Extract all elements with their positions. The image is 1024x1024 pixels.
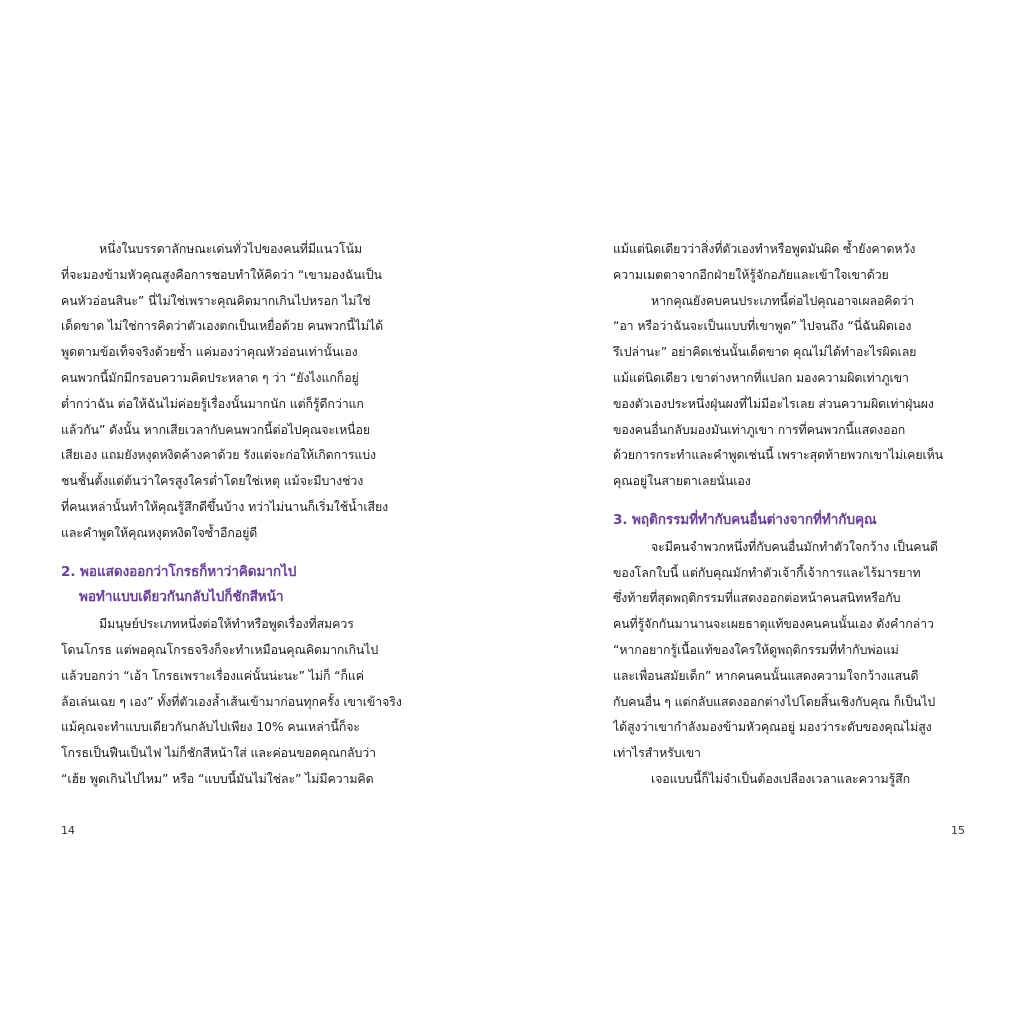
text-line: โดนโกรธ แต่พอคุณโกรธจริงก็จะทำเหมือนคุณคิดมากเกินไป xyxy=(61,641,379,657)
text-line: เท่าไรสำหรับเขา xyxy=(613,745,701,761)
section-heading-3 xyxy=(613,508,965,534)
page-number-right: 15 xyxy=(951,824,965,837)
text-line: ความเมตตาจากอีกฝ่ายให้รู้จักอภัยและเข้าใจเขาด้วย xyxy=(613,266,889,282)
text-line: คนที่รู้จักกันมานานจะเผยธาตุแท้ของคนคนนั้นเอง ดังคำกล่าว xyxy=(613,616,934,632)
text-line: ของคนอื่นกลับมองมันเท่าภูเขา การที่คนพวกนี้แสดงออก xyxy=(613,421,906,437)
right-paragraph-1 xyxy=(613,236,965,288)
text-line: มีมนุษย์ประเภทหนึ่งต่อให้ทำหรือพูดเรื่องที่สมควร xyxy=(99,616,354,632)
text-line: “อา หรือว่าฉันจะเป็นแบบที่เขาพูด” ไปจนถึง “นี่ฉันผิดเอง xyxy=(613,318,912,334)
text-line: แม้คุณจะทำแบบเดียวกันกลับไปเพียง 10% คนเหล่านี้ก็จะ xyxy=(61,719,360,735)
text-line: แล้วกัน” ดังนั้น หากเสียเวลากับคนพวกนี้ต่อไปคุณจะเหนื่อย xyxy=(61,421,371,437)
text-line: แม้แต่นิดเดียวว่าสิ่งที่ตัวเองทำหรือพูดมันผิด ซ้ำยังคาดหวัง xyxy=(613,241,916,256)
text-line: เสียเอง แถมยังหงุดหงิดค้างคาด้วย รังแต่จะก่อให้เกิดการแบ่ง xyxy=(61,447,376,463)
text-line: หนึ่งในบรรดาลักษณะเด่นทั่วไปของคนที่มีแนวโน้ม xyxy=(99,241,363,256)
section-heading-2 xyxy=(61,560,413,612)
text-line: รึเปล่านะ” อย่าคิดเช่นนั้นเด็ดขาด คุณไม่ได้ทำอะไรผิดเลย xyxy=(613,344,917,360)
text-line: ต่ำกว่าฉัน ต่อให้ฉันไม่ค่อยรู้เรื่องนั้นมากนัก แต่ก็รู้ดีกว่าแก xyxy=(61,395,364,411)
right-paragraph-3 xyxy=(613,534,965,766)
left-page xyxy=(61,236,413,792)
text-line: ด้วยการกระทำและคำพูดเช่นนี้ เพราะสุดท้ายพวกเขาไม่เคยเห็น xyxy=(613,447,944,463)
text-line: ได้สูงว่าเขากำลังมองข้ามหัวคุณอยู่ มองว่าระดับของคุณไม่สูง xyxy=(613,719,932,735)
text-line: เจอแบบนี้ก็ไม่จำเป็นต้องเปลืองเวลาและความรู้สึก xyxy=(651,770,911,786)
heading-line: พอทำแบบเดียวกันกลับไปก็ชักสีหน้า xyxy=(79,589,284,606)
text-line: หากคุณยังคบคนประเภทนี้ต่อไปคุณอาจเผลอคิดว่า xyxy=(651,292,915,308)
text-line: แล้วบอกว่า “เอ้า โกรธเพราะเรื่องแค่นั้นน่ะนะ” ไม่ก็ “ก็แค่ xyxy=(61,667,364,683)
text-line: ที่คนเหล่านั้นทำให้คุณรู้สึกดีขึ้นบ้าง ทว่าไม่นานก็เริ่มใช้น้ำเสียง xyxy=(61,498,389,514)
text-line: แม้แต่นิดเดียว เขาต่างหากที่แปลก มองความผิดเท่าภูเขา xyxy=(613,369,909,385)
text-line: คนพวกนี้มักมีกรอบความคิดประหลาด ๆ ว่า “ยังไงแกก็อยู่ xyxy=(61,369,359,385)
text-line: ล้อเล่นเฉย ๆ เอง” ทั้งที่ตัวเองล้ำเส้นเข้ามาก่อนทุกครั้ง เขาเข้าจริง xyxy=(61,693,402,709)
page-number-left: 14 xyxy=(61,824,75,837)
text-line: ซึ่งท้ายที่สุดพฤติกรรมที่แสดงออกต่อหน้าคนสนิทหรือกับ xyxy=(613,590,901,606)
heading-line: 2. พอแสดงออกว่าโกรธก็หาว่าคิดมากไป xyxy=(61,563,297,580)
text-line: “หากอยากรู้เนื้อแท้ของใครให้ดูพฤติกรรมที่ทำกับพ่อแม่ xyxy=(613,641,899,657)
text-line: เด็ดขาด ไม่ใช่การคิดว่าตัวเองตกเป็นเหยื่อด้วย คนพวกนี้ไม่ได้ xyxy=(61,318,384,334)
heading-line: 3. พฤติกรรมที่ทำกับคนอื่นต่างจากที่ทำกับคุณ xyxy=(613,511,877,528)
text-line: ของตัวเองประหนึ่งฝุ่นผงที่ไม่มีอะไรเลย ส่วนความผิดเท่าฝุ่นผง xyxy=(613,395,934,411)
right-paragraph-2 xyxy=(613,288,965,494)
text-line: และเพื่อนสมัยเด็ก” หากคนคนนั้นแสดงความใจกว้างแสนดี xyxy=(613,667,919,683)
text-line: และคำพูดให้คุณหงุดหงิดใจซ้ำอีกอยู่ดี xyxy=(61,524,258,540)
text-line: คนหัวอ่อนสินะ” นี่ไม่ใช่เพราะคุณคิดมากเกินไปหรอก ไม่ใช่ xyxy=(61,292,371,308)
text-line: จะมีคนจำพวกหนึ่งที่กับคนอื่นมักทำตัวใจกว้าง เป็นคนดี xyxy=(651,538,938,554)
left-paragraph-1 xyxy=(61,236,413,546)
text-line: กับคนอื่น ๆ แต่กลับแสดงออกต่างไปโดยสิ้นเชิงกับคุณ ก็เป็นไป xyxy=(613,693,936,709)
text-line: โกรธเป็นฟืนเป็นไฟ ไม่ก็ชักสีหน้าใส่ และค่อนขอดคุณกลับว่า xyxy=(61,745,376,761)
right-page xyxy=(613,236,965,792)
right-paragraph-4 xyxy=(613,766,965,792)
text-line: ที่จะมองข้ามหัวคุณสูงคือการชอบทำให้คิดว่า “เขามองฉันเป็น xyxy=(61,266,382,282)
left-paragraph-2 xyxy=(61,611,413,792)
text-line: ของโลกใบนี้ แต่กับคุณมักทำตัวเจ้ากี้เจ้าการและไร้มารยาท xyxy=(613,564,921,580)
text-line: ชนชั้นตั้งแต่ต้นว่าใครสูงใครต่ำโดยใช่เหตุ แม้จะมีบางช่วง xyxy=(61,473,364,489)
text-line: คุณอยู่ในสายตาเลยนั่นเอง xyxy=(613,473,751,489)
text-line: พูดตามข้อเท็จจริงด้วยซ้ำ แค่มองว่าคุณหัวอ่อนเท่านั้นเอง xyxy=(61,344,358,360)
text-line: “เฮ้ย พูดเกินไปไหม” หรือ “แบบนี้มันไม่ใช่ละ” ไม่มีความคิด xyxy=(61,770,374,786)
